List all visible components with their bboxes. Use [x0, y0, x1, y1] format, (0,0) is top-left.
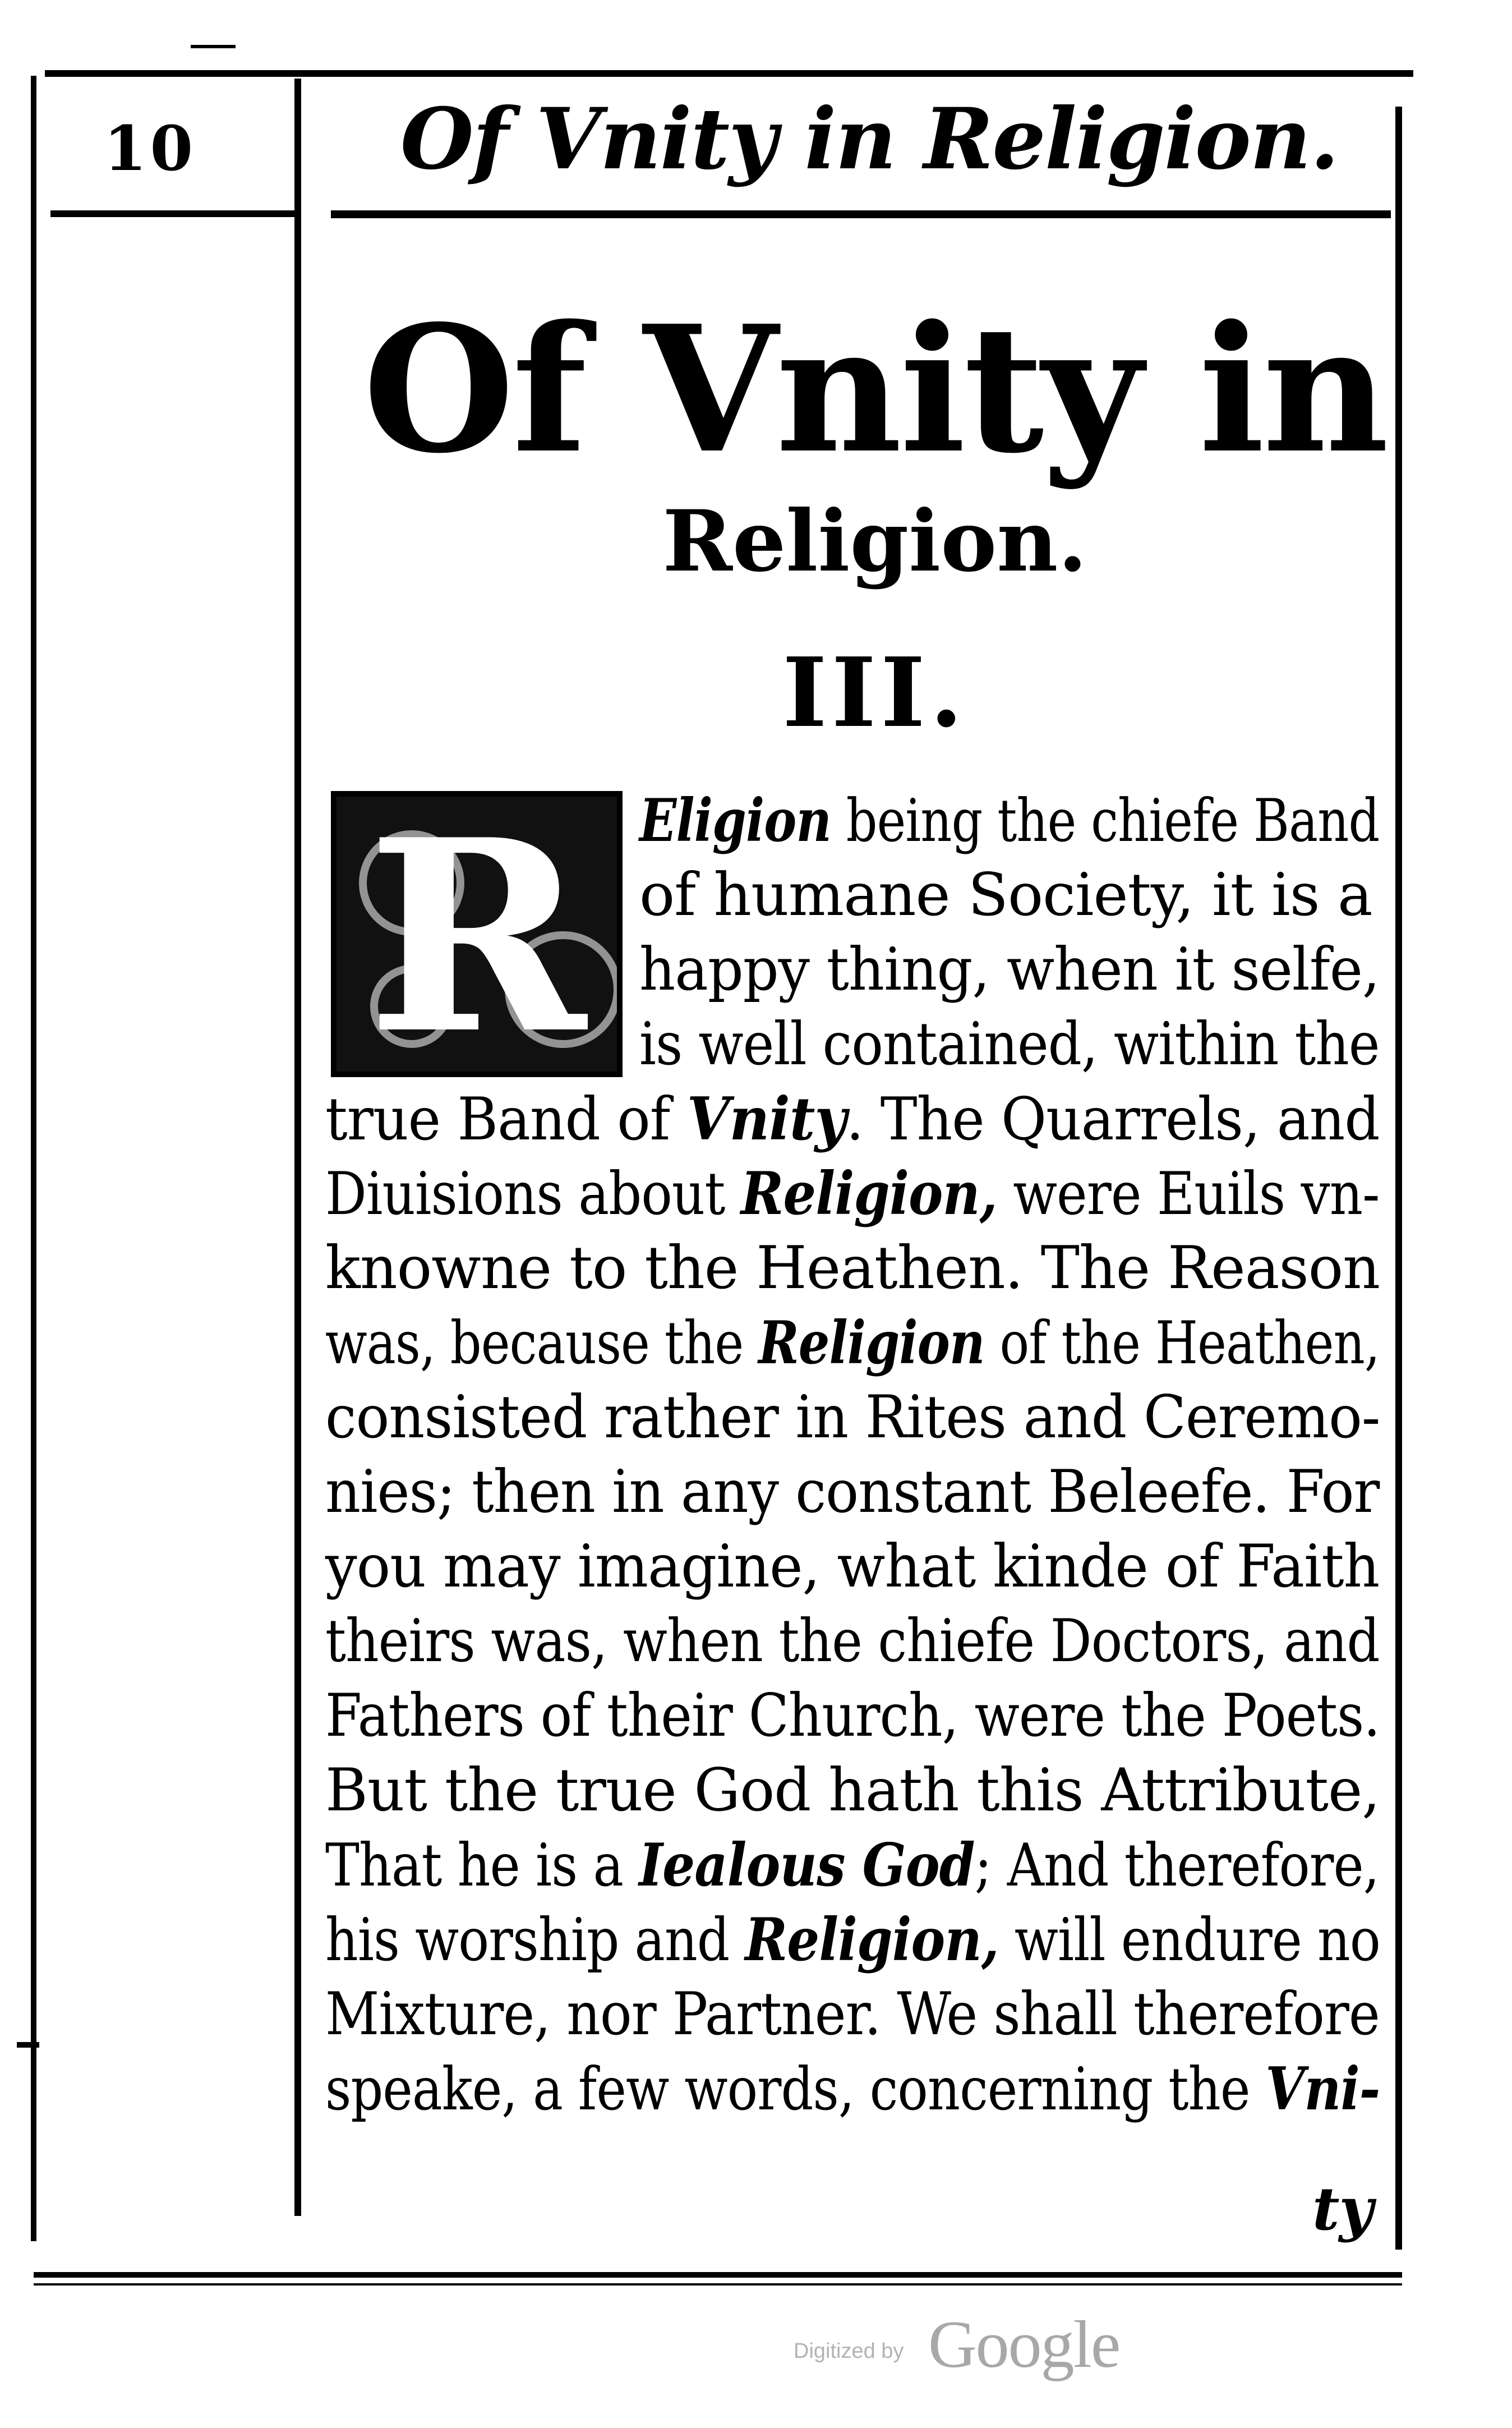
- text-run: theirs was, when the chiefe Doctors, and: [325, 1607, 1380, 1675]
- bottom-rule: [34, 2272, 1402, 2278]
- italic-phrase: Vni-: [1265, 2054, 1380, 2123]
- text-run: . The Quarrels, and: [846, 1085, 1380, 1153]
- body-line: [639, 861, 1372, 929]
- text-run: is well contained, within the: [639, 1010, 1380, 1078]
- stray-mark: [17, 2042, 39, 2048]
- text-run: being the chiefe Band: [831, 787, 1380, 855]
- body-line: [325, 1980, 1380, 2048]
- body-line: [325, 1756, 1380, 1824]
- italic-phrase: Religion,: [745, 1905, 999, 1974]
- bottom-rule-thin: [34, 2283, 1402, 2286]
- italic-phrase: Eligion: [639, 785, 831, 855]
- text-run: were Euils vn-: [997, 1160, 1380, 1228]
- italic-phrase: Iealous God: [639, 1830, 975, 1900]
- text-run: ; And therefore,: [974, 1831, 1379, 1900]
- body-line: [325, 1532, 1380, 1601]
- text-run: Mixture, nor Partner. We shall therefore: [325, 1980, 1380, 2048]
- body-line: [325, 1308, 1380, 1377]
- body-line: [639, 1010, 1380, 1078]
- initial-letter: R: [367, 791, 587, 1077]
- chapter-number: III.: [782, 637, 967, 749]
- text-run: true Band of: [325, 1085, 687, 1153]
- text-run: you may imagine, what kinde of Faith: [325, 1532, 1380, 1601]
- text-run: consisted rather in Rites and Ceremo-: [325, 1383, 1380, 1451]
- text-run: knowne to the Heathen. The Reason: [325, 1234, 1380, 1302]
- decorated-initial: [331, 791, 623, 1077]
- italic-phrase: Religion,: [740, 1158, 997, 1228]
- body-line: [325, 1905, 1380, 1974]
- catchword: ty: [1312, 2174, 1373, 2243]
- text-run: That he is a: [325, 1831, 639, 1900]
- google-logo: Google: [928, 2307, 1120, 2381]
- page-number: 10: [104, 112, 197, 185]
- text-run: was, because the: [325, 1309, 759, 1377]
- body-line: [325, 1607, 1380, 1675]
- italic-phrase: Religion: [758, 1308, 985, 1377]
- text-run: will endure no: [998, 1906, 1380, 1974]
- body-line: [325, 1383, 1380, 1451]
- chapter-title-continued: Religion.: [662, 492, 1087, 591]
- body-line: [325, 1158, 1380, 1228]
- text-run: But the true God hath this Attribute,: [325, 1756, 1380, 1824]
- stray-mark: [191, 45, 236, 48]
- body-line: [639, 785, 1380, 855]
- body-line: [325, 1830, 1379, 1900]
- text-run: of humane Society, it is a: [639, 861, 1372, 929]
- body-line: [325, 1457, 1380, 1526]
- body-line: [639, 935, 1380, 1004]
- text-run: Diuisions about: [325, 1160, 741, 1228]
- body-line: [325, 2054, 1380, 2123]
- outer-left-rule: [31, 76, 36, 2241]
- header-rule-main: [331, 210, 1391, 218]
- text-run: nies; then in any constant Beleefe. For: [325, 1457, 1380, 1526]
- running-head: Of Vnity in Religion.: [400, 90, 1338, 188]
- watermark-prefix: Digitized by: [794, 2339, 904, 2363]
- text-run: happy thing, when it selfe,: [639, 935, 1380, 1004]
- text-run: Fathers of their Church, were the Poets.: [325, 1681, 1380, 1750]
- top-rule: [45, 70, 1413, 77]
- digitized-watermark: [794, 2306, 1130, 2384]
- margin-rule: [294, 79, 301, 2216]
- text-run: his worship and: [325, 1906, 745, 1974]
- body-line: [325, 1234, 1380, 1302]
- italic-phrase: Vnity: [686, 1084, 846, 1153]
- text-run: speake, a few words, concerning the: [325, 2055, 1266, 2123]
- text-run: of the Heathen,: [984, 1309, 1380, 1377]
- chapter-title: Of Vnity in: [363, 288, 1387, 492]
- body-line: [325, 1681, 1380, 1750]
- header-rule-left: [50, 210, 297, 217]
- body-line: [325, 1084, 1380, 1153]
